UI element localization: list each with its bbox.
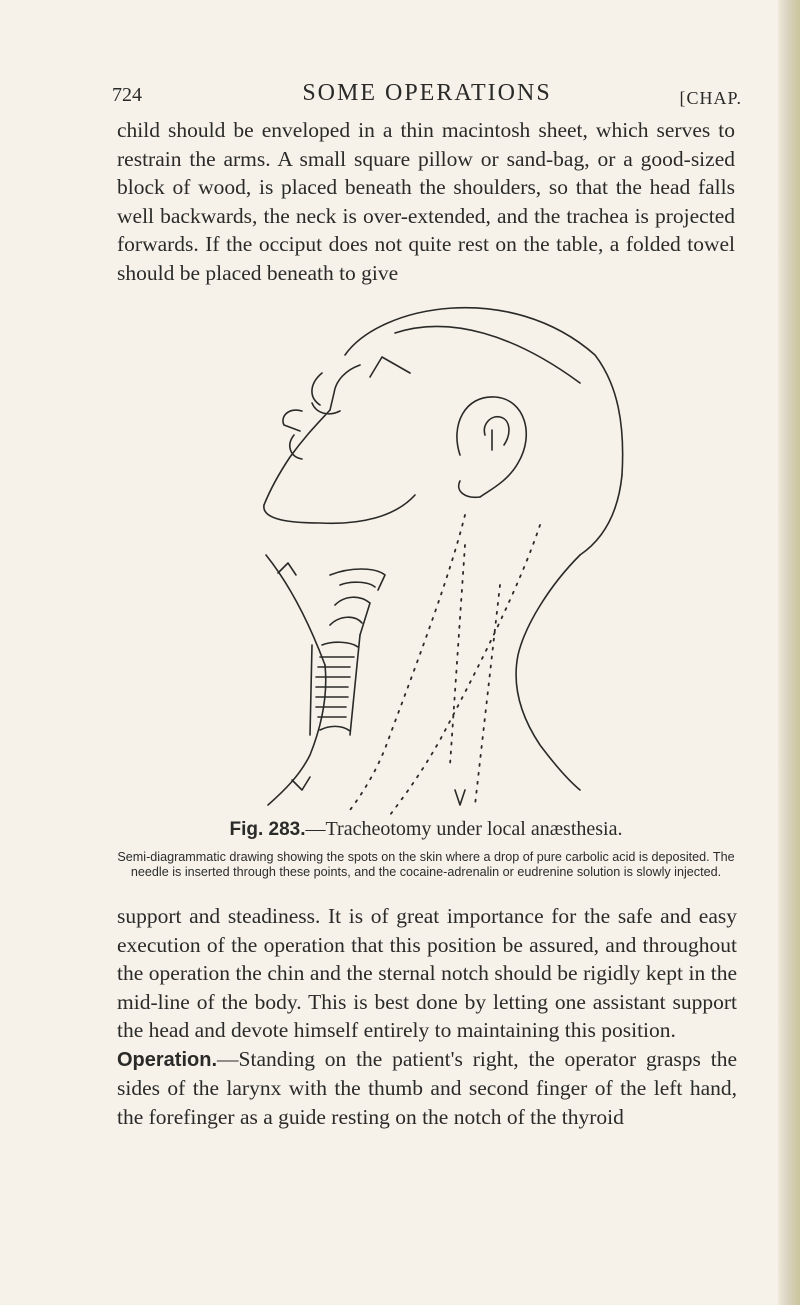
chapter-marker: [CHAP. <box>679 88 742 108</box>
head-outline <box>264 308 623 555</box>
figure-label: Fig. 283. <box>229 819 306 840</box>
figure-description: Semi-diagrammatic drawing showing the spots on the skin where a drop of pure carbolic acid is deposited. The needle is inserted through these points, and the cocaine-adrenalin or eudrenine solution is slowly injected. <box>117 850 735 879</box>
larynx-trachea <box>310 569 385 735</box>
running-title: SOME OPERATIONS <box>302 80 552 106</box>
operation-heading: Operation. <box>117 1048 218 1071</box>
page-number: 724 <box>112 84 142 106</box>
figure-caption <box>117 818 735 841</box>
ear <box>457 397 526 497</box>
paragraph-2-text: support and steadiness. It is of great importance for the safe and easy execution of the operation that this position be assured, and throughout the operation the chin and the sternal notch should be rigidly kept in the mid-line of the body. This is best done by letting one assistant support the head and devote himself entirely to maintaining this position. <box>117 904 737 1042</box>
paragraph-1: child should be enveloped in a thin macintosh sheet, which serves to restrain the arms. A small square pillow or sand-bag, or a good-sized block of wood, is placed beneath the shoulders, so that the head falls well backwards, the neck is over-extended, and the trachea is projected forwards. If the occiput does not quite rest on the table, a folded towel should be placed beneath to give <box>117 118 735 285</box>
mark-symbols <box>278 563 465 805</box>
paragraph-3-text: —Standing on the patient's right, the operator grasps the sides of the larynx with the thumb and second finger of the left hand, the forefinger as a guide resting on the notch of the thyroid <box>117 1046 737 1129</box>
page-header <box>112 80 742 114</box>
neck-diagram <box>250 285 640 825</box>
dotted-injection-lines <box>350 515 540 815</box>
paragraph-2 <box>117 902 737 1131</box>
figure-title: —Tracheotomy under local anæsthesia. <box>305 818 623 840</box>
page-edge-shadow <box>778 0 800 1305</box>
tracheotomy-figure <box>250 285 640 825</box>
